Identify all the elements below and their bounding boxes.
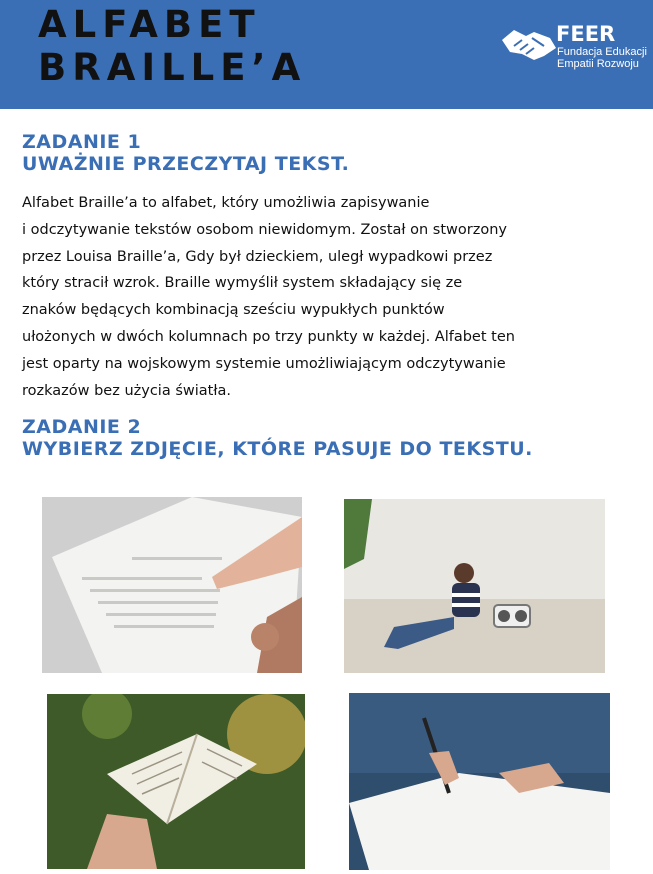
text-line: przez Louisa Braille’a, Gdy był dzieckiem, uległ wypadkowi przez bbox=[22, 248, 493, 265]
text-line: Alfabet Braille’a to alfabet, który umożliwia zapisywanie bbox=[22, 195, 430, 211]
logo-name: FEER bbox=[556, 22, 616, 46]
text-line: rozkazów bez użycia światła. bbox=[22, 382, 231, 399]
text-line: ułożonych w dwóch kolumnach po trzy punkty w każdej. Alfabet ten bbox=[22, 328, 515, 345]
text-line: który stracił wzrok. Braille wymyślił system składający się ze bbox=[22, 275, 463, 292]
title-line-1: ALFABET bbox=[38, 3, 261, 46]
photo-open-book[interactable] bbox=[47, 694, 305, 869]
photo-braille-reading[interactable] bbox=[42, 497, 302, 673]
braille-notebook-image bbox=[42, 497, 302, 673]
task-2-instruction: WYBIERZ ZDJĘCIE, KTÓRE PASUJE DO TEKSTU. bbox=[22, 438, 533, 460]
feer-logo bbox=[500, 22, 650, 82]
title-line-2: BRAILLE’A bbox=[38, 46, 307, 89]
page-title bbox=[38, 3, 306, 89]
task-1-instruction: UWAŻNIE PRZECZYTAJ TEKST. bbox=[22, 153, 350, 175]
task-1-label: ZADANIE 1 bbox=[22, 131, 142, 153]
logo-subtitle-2: Empatii Rozwoju bbox=[557, 58, 639, 70]
text-line: jest oparty na wojskowym systemie umożliwiającym odczytywanie bbox=[22, 355, 506, 372]
hand-writing-image bbox=[349, 693, 610, 870]
text-line: i odczytywanie tekstów osobom niewidomym. Został on stworzony bbox=[22, 221, 507, 238]
open-book-image bbox=[47, 694, 305, 869]
task-2-heading bbox=[22, 416, 533, 460]
photo-boy-with-radio[interactable] bbox=[344, 499, 605, 673]
handshake-icon bbox=[500, 26, 558, 62]
task-1-heading bbox=[22, 131, 349, 175]
boy-radio-image bbox=[344, 499, 605, 673]
page-header bbox=[0, 0, 653, 109]
text-line: znaków będących kombinacją sześciu wypukłych punktów bbox=[22, 302, 445, 319]
photo-hand-writing[interactable] bbox=[349, 693, 610, 870]
logo-subtitle-1: Fundacja Edukacji bbox=[557, 46, 647, 58]
task-2-label: ZADANIE 2 bbox=[22, 416, 142, 438]
task-1-text bbox=[22, 190, 620, 404]
